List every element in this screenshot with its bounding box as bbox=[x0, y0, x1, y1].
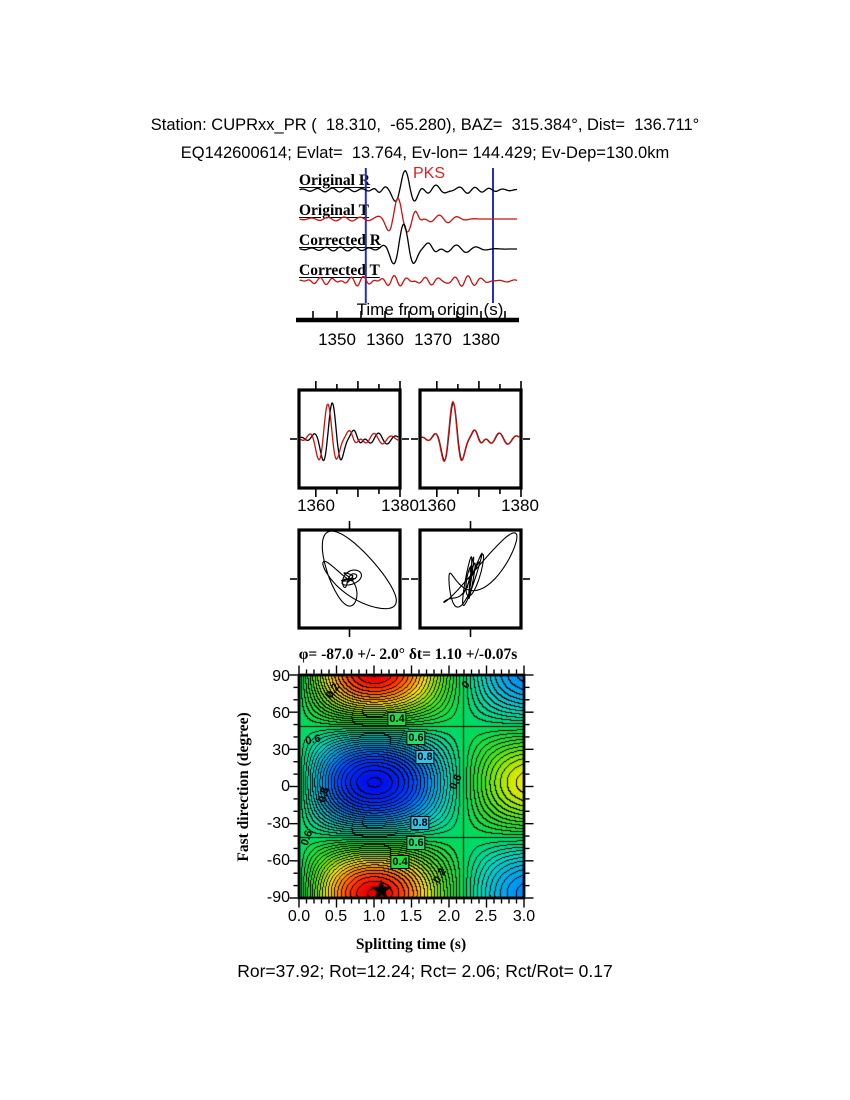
contour-title: φ= -87.0 +/- 2.0° δt= 1.10 +/-0.07s bbox=[298, 646, 518, 663]
xtick-0: 0.0 bbox=[287, 908, 311, 925]
figure-title-line1: Station: CUPRxx_PR ( 18.310, -65.280), BAZ= 315.384°, Dist= 136.711° bbox=[150, 116, 700, 134]
trace-label-corrected-r: Corrected R bbox=[299, 232, 381, 249]
contour-level-label: 0 bbox=[459, 678, 473, 692]
ytick-60: 60 bbox=[272, 705, 290, 722]
time-tick-1360: 1360 bbox=[366, 330, 404, 349]
time-tick-1380: 1380 bbox=[462, 330, 500, 349]
ytick-30: 30 bbox=[272, 742, 290, 759]
contour-level-label: 0.4 bbox=[392, 856, 408, 868]
contour-x-axis-title: Splitting time (s) bbox=[355, 936, 467, 953]
contour-level-label: 0.4 bbox=[389, 713, 405, 725]
contour-level-label: 0.2 bbox=[430, 866, 450, 886]
time-tick-1350: 1350 bbox=[318, 330, 356, 349]
contour-level-label: 0.6 bbox=[304, 732, 322, 748]
ytick-m30: -30 bbox=[266, 815, 290, 832]
time-axis-title: Time from origin (s) bbox=[356, 300, 504, 319]
xtick-25: 2.5 bbox=[474, 908, 498, 925]
contour-level-label: 0.8 bbox=[417, 751, 433, 763]
ytick-0: 0 bbox=[281, 778, 290, 795]
phase-label-pks: PKS bbox=[413, 165, 446, 182]
panel1-tick-1360: 1360 bbox=[297, 496, 335, 515]
contour-level-label: 0.6 bbox=[447, 772, 465, 792]
panel2-tick-1360: 1360 bbox=[418, 496, 456, 515]
trace-label-original-t: Original T bbox=[299, 202, 369, 219]
ytick-m90: -90 bbox=[266, 889, 290, 906]
panel1-tick-1380: 1380 bbox=[381, 496, 419, 515]
contour-level-label: 0.6 bbox=[298, 828, 316, 848]
xtick-20: 2.0 bbox=[437, 908, 461, 925]
contour-heatmap-canvas bbox=[299, 675, 524, 898]
contour-level-label: 0.2 bbox=[323, 681, 343, 701]
figure-title-line2: EQ142600614; Evlat= 13.764, Ev-lon= 144.429; Ev-Dep=130.0km bbox=[180, 144, 670, 162]
xtick-30: 3.0 bbox=[512, 908, 536, 925]
contour-level-label: 0.6 bbox=[408, 732, 424, 744]
stats-footer: Ror=37.92; Rot=12.24; Rct= 2.06; Rct/Rot= 0.17 bbox=[237, 961, 613, 981]
contour-level-label: 0.8 bbox=[316, 786, 332, 804]
contour-level-label: 0.6 bbox=[408, 837, 424, 849]
trace-label-original-r: Original R bbox=[299, 172, 371, 189]
contour-y-axis-title: Fast direction (degree) bbox=[235, 712, 252, 862]
ytick-m60: -60 bbox=[266, 852, 290, 869]
time-tick-1370: 1370 bbox=[414, 330, 452, 349]
xtick-05: 0.5 bbox=[324, 908, 348, 925]
xtick-10: 1.0 bbox=[362, 908, 386, 925]
contour-level-label: 0.8 bbox=[412, 817, 428, 829]
panel2-tick-1380: 1380 bbox=[501, 496, 539, 515]
xtick-15: 1.5 bbox=[399, 908, 423, 925]
trace-label-corrected-t: Corrected T bbox=[299, 262, 380, 279]
ytick-90: 90 bbox=[272, 668, 290, 685]
